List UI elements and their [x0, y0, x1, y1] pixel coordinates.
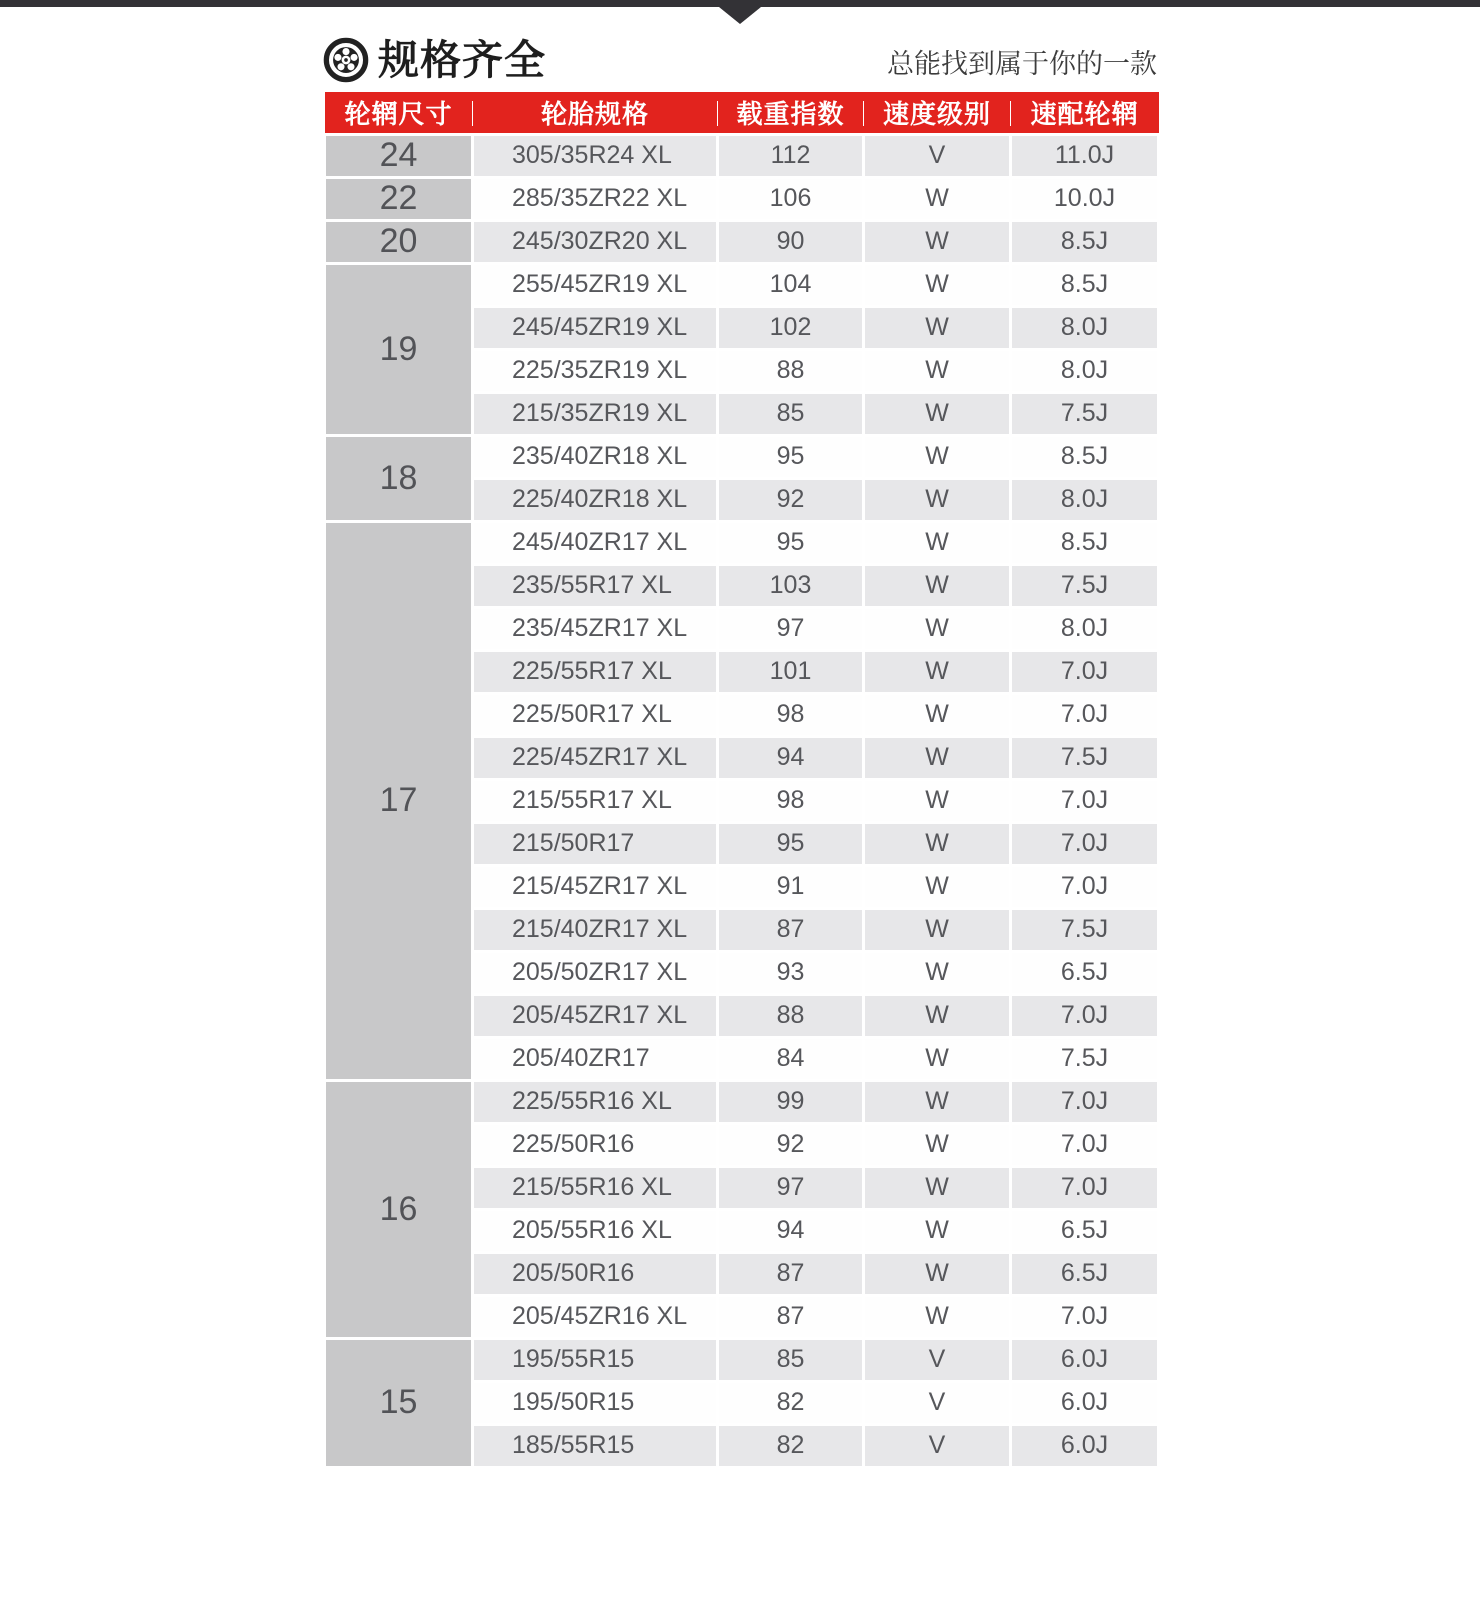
- table-row: [325, 435, 1159, 478]
- rim-width-cell: 8.5J: [1011, 263, 1159, 306]
- tire-spec-cell: 205/55R16 XL: [473, 1209, 718, 1252]
- load-index-cell: 91: [718, 865, 864, 908]
- load-index-cell: 98: [718, 779, 864, 822]
- load-index-cell: 87: [718, 1252, 864, 1295]
- speed-rating-cell: W: [864, 693, 1011, 736]
- speed-rating-cell: W: [864, 263, 1011, 306]
- load-index-cell: 88: [718, 349, 864, 392]
- rim-width-cell: 7.0J: [1011, 1166, 1159, 1209]
- speed-rating-cell: W: [864, 349, 1011, 392]
- load-index-cell: 85: [718, 1338, 864, 1381]
- column-header: 轮辋尺寸: [325, 92, 473, 134]
- load-index-cell: 102: [718, 306, 864, 349]
- load-index-cell: 92: [718, 1123, 864, 1166]
- load-index-cell: 82: [718, 1424, 864, 1467]
- speed-rating-cell: W: [864, 392, 1011, 435]
- tire-spec-cell: 205/50R16: [473, 1252, 718, 1295]
- tire-spec-cell: 205/50ZR17 XL: [473, 951, 718, 994]
- speed-rating-cell: W: [864, 220, 1011, 263]
- tire-spec-cell: 215/40ZR17 XL: [473, 908, 718, 951]
- table-row: [325, 263, 1159, 306]
- tire-spec-cell: 225/40ZR18 XL: [473, 478, 718, 521]
- load-index-cell: 95: [718, 435, 864, 478]
- load-index-cell: 87: [718, 908, 864, 951]
- load-index-cell: 93: [718, 951, 864, 994]
- tire-spec-cell: 215/50R17: [473, 822, 718, 865]
- load-index-cell: 92: [718, 478, 864, 521]
- speed-rating-cell: V: [864, 1424, 1011, 1467]
- load-index-cell: 87: [718, 1295, 864, 1338]
- tire-spec-cell: 255/45ZR19 XL: [473, 263, 718, 306]
- column-header: 速度级别: [864, 92, 1011, 134]
- rim-width-cell: 7.5J: [1011, 564, 1159, 607]
- tire-spec-cell: 245/30ZR20 XL: [473, 220, 718, 263]
- tire-spec-cell: 225/50R16: [473, 1123, 718, 1166]
- rim-size-cell: 15: [325, 1338, 473, 1467]
- rim-width-cell: 6.0J: [1011, 1338, 1159, 1381]
- load-index-cell: 98: [718, 693, 864, 736]
- speed-rating-cell: W: [864, 607, 1011, 650]
- rim-size-cell: 18: [325, 435, 473, 521]
- table-row: [325, 177, 1159, 220]
- title-wrap: [323, 37, 546, 83]
- speed-rating-cell: V: [864, 1338, 1011, 1381]
- table-row: [325, 1080, 1159, 1123]
- tire-spec-cell: 235/45ZR17 XL: [473, 607, 718, 650]
- load-index-cell: 103: [718, 564, 864, 607]
- tire-spec-cell: 195/55R15: [473, 1338, 718, 1381]
- table-header-row: [325, 92, 1159, 134]
- tire-spec-cell: 245/40ZR17 XL: [473, 521, 718, 564]
- speed-rating-cell: W: [864, 1037, 1011, 1080]
- tire-spec-cell: 205/45ZR17 XL: [473, 994, 718, 1037]
- tire-spec-cell: 225/55R16 XL: [473, 1080, 718, 1123]
- load-index-cell: 85: [718, 392, 864, 435]
- spec-section: [323, 37, 1157, 1469]
- speed-rating-cell: W: [864, 1295, 1011, 1338]
- table-row: [325, 521, 1159, 564]
- load-index-cell: 101: [718, 650, 864, 693]
- speed-rating-cell: W: [864, 1252, 1011, 1295]
- speed-rating-cell: W: [864, 435, 1011, 478]
- tire-spec-cell: 205/45ZR16 XL: [473, 1295, 718, 1338]
- tire-spec-cell: 225/50R17 XL: [473, 693, 718, 736]
- tire-spec-cell: 235/40ZR18 XL: [473, 435, 718, 478]
- wheel-icon: [323, 37, 369, 83]
- load-index-cell: 88: [718, 994, 864, 1037]
- load-index-cell: 94: [718, 736, 864, 779]
- rim-size-cell: 24: [325, 134, 473, 177]
- rim-size-cell: 16: [325, 1080, 473, 1338]
- load-index-cell: 84: [718, 1037, 864, 1080]
- tire-spec-cell: 225/55R17 XL: [473, 650, 718, 693]
- rim-width-cell: 10.0J: [1011, 177, 1159, 220]
- rim-width-cell: 7.0J: [1011, 994, 1159, 1037]
- column-header: 速配轮辋: [1011, 92, 1159, 134]
- load-index-cell: 82: [718, 1381, 864, 1424]
- rim-width-cell: 6.0J: [1011, 1424, 1159, 1467]
- load-index-cell: 97: [718, 607, 864, 650]
- speed-rating-cell: W: [864, 177, 1011, 220]
- speed-rating-cell: V: [864, 1381, 1011, 1424]
- tire-spec-cell: 205/40ZR17: [473, 1037, 718, 1080]
- tire-spec-cell: 285/35ZR22 XL: [473, 177, 718, 220]
- tire-spec-cell: 245/45ZR19 XL: [473, 306, 718, 349]
- table-row: [325, 220, 1159, 263]
- rim-width-cell: 8.0J: [1011, 306, 1159, 349]
- speed-rating-cell: W: [864, 865, 1011, 908]
- page-subtitle: 总能找到属于你的一款: [887, 49, 1157, 79]
- speed-rating-cell: W: [864, 951, 1011, 994]
- load-index-cell: 99: [718, 1080, 864, 1123]
- rim-size-cell: 19: [325, 263, 473, 435]
- tire-spec-cell: 305/35R24 XL: [473, 134, 718, 177]
- rim-width-cell: 8.0J: [1011, 349, 1159, 392]
- tire-spec-table: [323, 92, 1160, 1469]
- page-title: 规格齐全: [378, 36, 546, 83]
- rim-width-cell: 7.0J: [1011, 693, 1159, 736]
- speed-rating-cell: W: [864, 736, 1011, 779]
- speed-rating-cell: W: [864, 1080, 1011, 1123]
- load-index-cell: 94: [718, 1209, 864, 1252]
- rim-width-cell: 8.0J: [1011, 478, 1159, 521]
- load-index-cell: 90: [718, 220, 864, 263]
- rim-size-cell: 17: [325, 521, 473, 1080]
- rim-width-cell: 7.5J: [1011, 908, 1159, 951]
- column-header: 轮胎规格: [473, 92, 718, 134]
- rim-width-cell: 8.5J: [1011, 220, 1159, 263]
- tire-spec-cell: 215/35ZR19 XL: [473, 392, 718, 435]
- top-divider-bar: [0, 0, 1480, 7]
- speed-rating-cell: W: [864, 306, 1011, 349]
- rim-width-cell: 6.5J: [1011, 951, 1159, 994]
- load-index-cell: 106: [718, 177, 864, 220]
- speed-rating-cell: W: [864, 1123, 1011, 1166]
- speed-rating-cell: V: [864, 134, 1011, 177]
- rim-width-cell: 7.5J: [1011, 392, 1159, 435]
- tire-spec-cell: 225/45ZR17 XL: [473, 736, 718, 779]
- rim-size-cell: 22: [325, 177, 473, 220]
- rim-width-cell: 7.0J: [1011, 822, 1159, 865]
- speed-rating-cell: W: [864, 1209, 1011, 1252]
- rim-width-cell: 7.0J: [1011, 650, 1159, 693]
- rim-width-cell: 7.0J: [1011, 865, 1159, 908]
- speed-rating-cell: W: [864, 779, 1011, 822]
- rim-width-cell: 8.0J: [1011, 607, 1159, 650]
- speed-rating-cell: W: [864, 521, 1011, 564]
- tire-spec-cell: 215/55R16 XL: [473, 1166, 718, 1209]
- load-index-cell: 95: [718, 822, 864, 865]
- speed-rating-cell: W: [864, 564, 1011, 607]
- speed-rating-cell: W: [864, 908, 1011, 951]
- section-header: [323, 37, 1157, 83]
- rim-width-cell: 8.5J: [1011, 435, 1159, 478]
- tire-spec-cell: 195/50R15: [473, 1381, 718, 1424]
- tire-spec-cell: 185/55R15: [473, 1424, 718, 1467]
- table-row: [325, 1338, 1159, 1381]
- rim-width-cell: 11.0J: [1011, 134, 1159, 177]
- rim-width-cell: 7.0J: [1011, 1080, 1159, 1123]
- speed-rating-cell: W: [864, 994, 1011, 1037]
- load-index-cell: 95: [718, 521, 864, 564]
- tire-spec-cell: 225/35ZR19 XL: [473, 349, 718, 392]
- rim-width-cell: 8.5J: [1011, 521, 1159, 564]
- table-body: [325, 134, 1159, 1467]
- speed-rating-cell: W: [864, 478, 1011, 521]
- load-index-cell: 104: [718, 263, 864, 306]
- tire-spec-cell: 215/45ZR17 XL: [473, 865, 718, 908]
- speed-rating-cell: W: [864, 822, 1011, 865]
- down-arrow-notch: [719, 7, 761, 24]
- rim-width-cell: 7.5J: [1011, 736, 1159, 779]
- rim-width-cell: 6.5J: [1011, 1209, 1159, 1252]
- tire-spec-cell: 215/55R17 XL: [473, 779, 718, 822]
- load-index-cell: 97: [718, 1166, 864, 1209]
- rim-width-cell: 7.0J: [1011, 1123, 1159, 1166]
- speed-rating-cell: W: [864, 1166, 1011, 1209]
- tire-spec-cell: 235/55R17 XL: [473, 564, 718, 607]
- rim-width-cell: 7.5J: [1011, 1037, 1159, 1080]
- rim-width-cell: 7.0J: [1011, 1295, 1159, 1338]
- rim-width-cell: 7.0J: [1011, 779, 1159, 822]
- rim-width-cell: 6.0J: [1011, 1381, 1159, 1424]
- speed-rating-cell: W: [864, 650, 1011, 693]
- column-header: 载重指数: [718, 92, 864, 134]
- rim-width-cell: 6.5J: [1011, 1252, 1159, 1295]
- load-index-cell: 112: [718, 134, 864, 177]
- rim-size-cell: 20: [325, 220, 473, 263]
- table-row: [325, 134, 1159, 177]
